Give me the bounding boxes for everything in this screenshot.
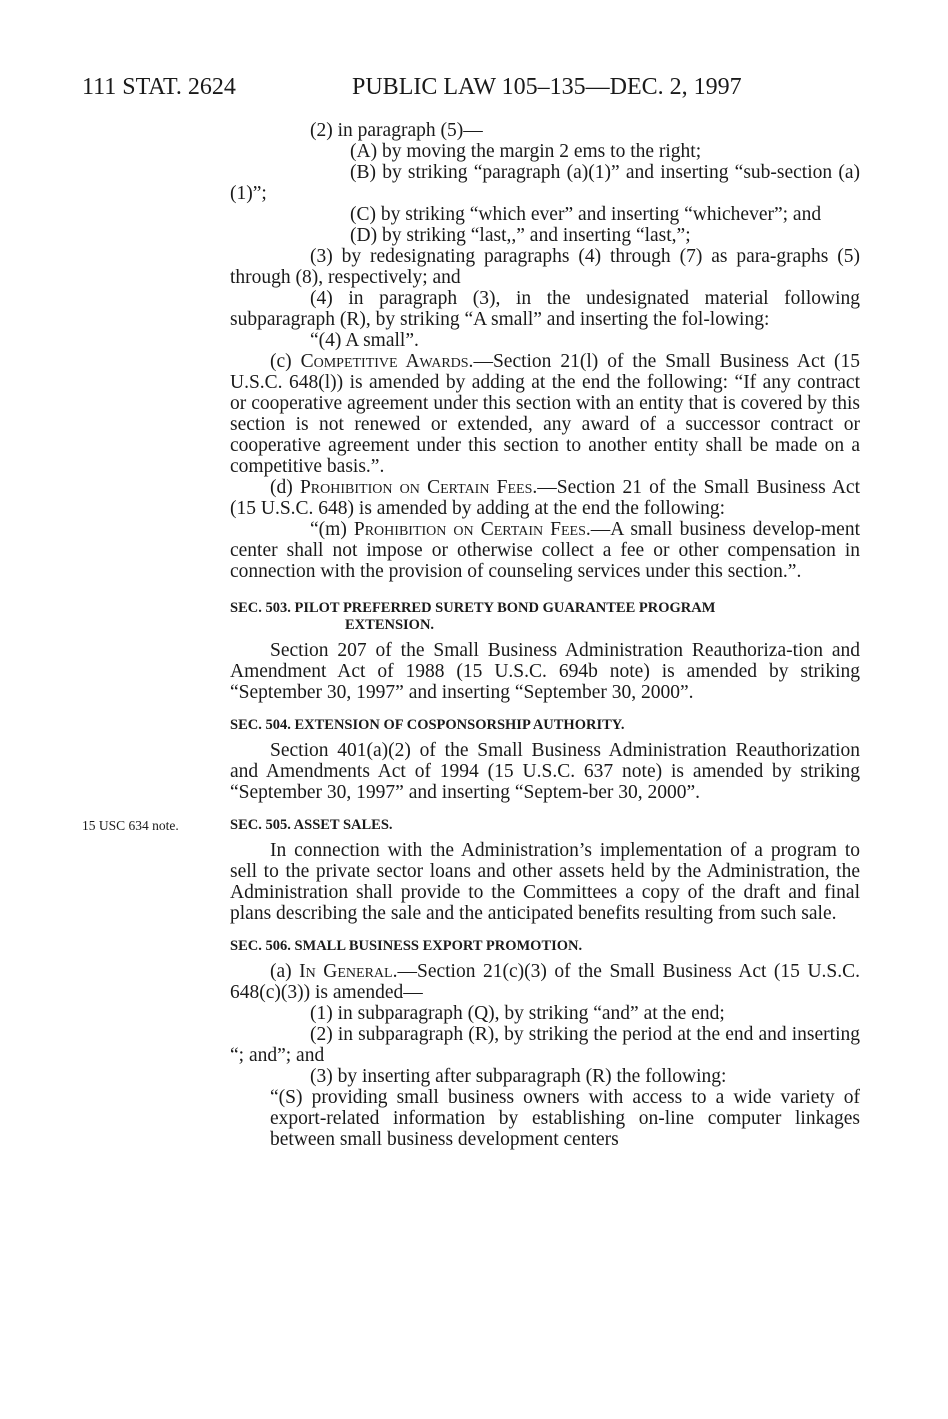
subsection-d (230, 477, 860, 519)
subparagraph-2d: (D) by striking “last,,” and inserting “last,”; (350, 225, 691, 246)
paragraph-4: (4) in paragraph (3), in the undesignated material following subparagraph (R), by striking “A small” and inserting the fol-lowing: (230, 288, 860, 330)
subsection-d-heading: Prohibition on Certain Fees. (299, 477, 538, 498)
subsection-d-text: —Section 21 of the Small Business Act (15 U.S.C. 648) is amended by adding at the end the following: (230, 477, 861, 519)
section-503-heading (230, 600, 860, 634)
section-504-heading: SEC. 504. EXTENSION OF COSPONSORSHIP AUTHORITY. (230, 717, 625, 733)
section-506-paragraph-3: (3) by inserting after subparagraph (R) the following: (310, 1066, 727, 1087)
subsection-m (230, 519, 860, 582)
section-505-text: In connection with the Administration’s implementation of a program to sell to the private sector loans and other assets held by the Administration, the Administration shall provide to the Committees a copy of the draft and final plans describing the sale and the anticipated benefits resulting from such sale. (230, 840, 860, 924)
paragraph-2: (2) in paragraph (5)— (310, 120, 483, 141)
margin-note: 15 USC 634 note. (82, 818, 179, 833)
subsection-c-text: —Section 21(l) of the Small Business Act (15 U.S.C. 648(l)) is amended by adding at the end the following: “If any contract or cooperative agreement under this section with an entity that is covered by this section is not renewed or extended, any award of a successor contract or cooperative agreement under this section to another entity shall be made on a competitive basis.”. (230, 351, 860, 477)
document-body (230, 120, 860, 1150)
paragraph-3: (3) by redesignating paragraphs (4) through (7) as para-graphs (5) through (8), respectively; and (230, 246, 860, 288)
section-503-title-cont: EXTENSION. (345, 617, 435, 633)
section-506-subparagraph-s: “(S) providing small business owners with access to a wide variety of export-related information by establishing on-line computer linkages between small business development centers (270, 1087, 860, 1150)
section-506-paragraph-1: (1) in subparagraph (Q), by striking “and” at the end; (310, 1003, 725, 1024)
subparagraph-2b: (B) by striking “paragraph (a)(1)” and inserting “sub-section (a)(1)”; (230, 162, 860, 204)
subparagraph-2c: (C) by striking “which ever” and inserting “whichever”; and (350, 204, 822, 225)
paragraph-4-quote: “(4) A small”. (310, 330, 419, 351)
section-506-subsection-a (230, 961, 860, 1003)
section-503-title: SEC. 503. PILOT PREFERRED SURETY BOND GUARANTEE PROGRAM (230, 600, 716, 616)
statute-page-number: 111 STAT. 2624 (82, 74, 236, 100)
subsection-m-text: —A small business develop-ment center shall not impose or otherwise collect a fee or other compensation in connection with the provision of counseling services under this section.”. (230, 519, 861, 582)
section-503-text: Section 207 of the Small Business Administration Reauthoriza-tion and Amendment Act of 1988 (15 U.S.C. 694b note) is amended by striking “September 30, 1997” and inserting “September 30, 2000”. (230, 640, 860, 703)
section-506-paragraph-2: (2) in subparagraph (R), by striking the period at the end and inserting “; and”; and (230, 1024, 860, 1066)
section-506-a-text: —Section 21(c)(3) of the Small Business Act (15 U.S.C. 648(c)(3)) is amended— (230, 961, 860, 1003)
section-505-heading: SEC. 505. ASSET SALES. (230, 817, 393, 833)
section-506-heading: SEC. 506. SMALL BUSINESS EXPORT PROMOTION. (230, 938, 583, 954)
section-504-text: Section 401(a)(2) of the Small Business Administration Reauthorization and Amendments Act of 1994 (15 U.S.C. 637 note) is amended by striking “September 30, 1997” and inserting “Septem-ber 30, 2000”. (230, 740, 860, 803)
subsection-c-heading: Competitive Awards. (300, 351, 474, 372)
subsection-m-heading: Prohibition on Certain Fees. (353, 519, 591, 540)
section-506-a-heading: In General. (299, 961, 398, 982)
subsection-d-lead: (d) (270, 477, 300, 498)
section-506-a-lead: (a) (270, 961, 300, 982)
subsection-c-lead: (c) (270, 351, 301, 372)
public-law-header: PUBLIC LAW 105–135—DEC. 2, 1997 (352, 74, 742, 100)
subsection-c (230, 351, 860, 477)
subparagraph-2a: (A) by moving the margin 2 ems to the right; (350, 141, 702, 162)
subsection-m-lead: “(m) (310, 519, 354, 540)
